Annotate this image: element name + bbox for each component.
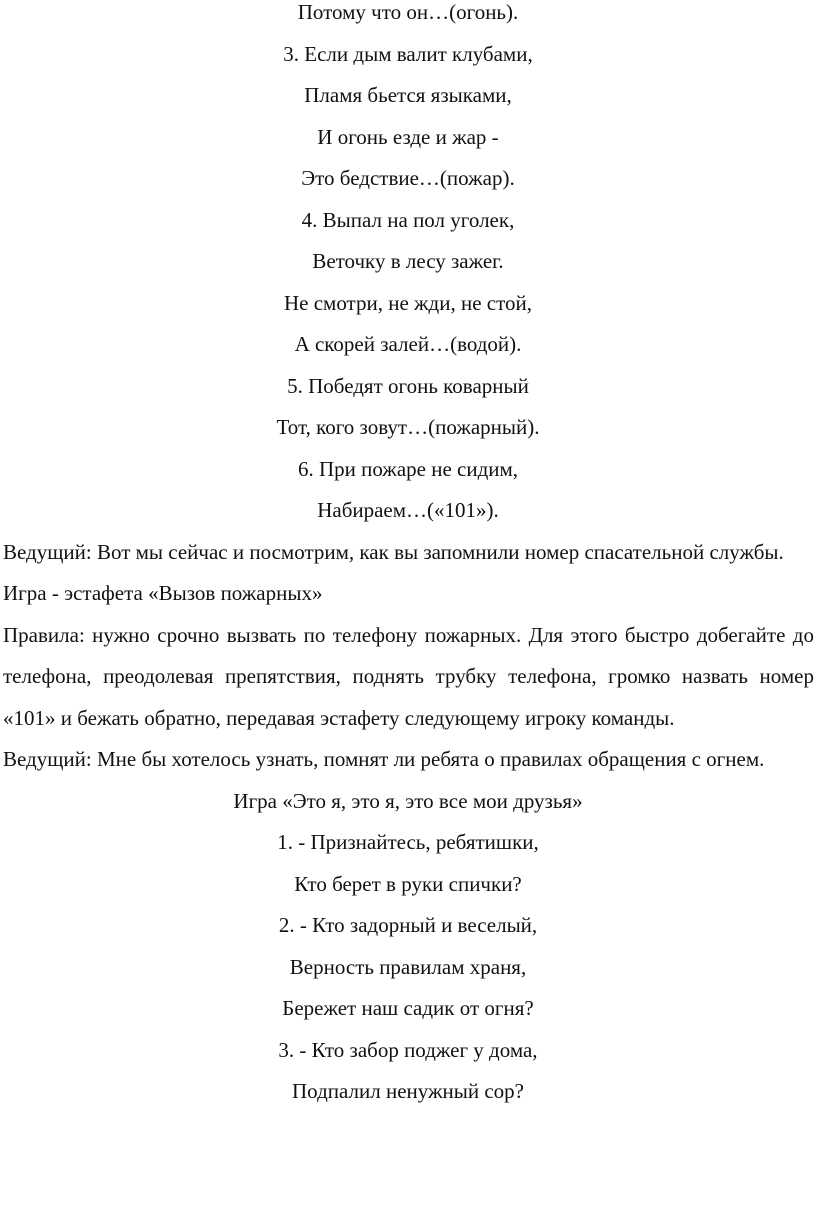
game-title-relay: Игра - эстафета «Вызов пожарных» xyxy=(3,581,323,605)
verse-line: 1. - Признайтесь, ребятишки, xyxy=(277,830,539,854)
verse-line: Потому что он…(огонь). xyxy=(297,0,519,24)
game-title: Игра «Это я, это я, это все мои друзья» xyxy=(233,788,583,813)
poem-game xyxy=(0,781,816,1113)
verse-line: 2. - Кто задорный и веселый, xyxy=(278,913,538,937)
poem-riddles xyxy=(0,0,816,532)
verse-line: Бережет наш садик от огня? xyxy=(282,996,534,1020)
verse-line: И огонь езде и жар - xyxy=(317,124,499,149)
host-remark-paragraph-2: Ведущий: Мне бы хотелось узнать, помнят ли ребята о правилах обращения с огнем. xyxy=(3,747,765,771)
rules-paragraph: Правила: нужно срочно вызвать по телефону пожарных. Для этого быстро добегайте до телефона, преодолевая препятствия, поднять трубку телефона, громко назвать номер «101» и бежать обратно, передавая эстафету следующему игроку команды. xyxy=(3,622,814,730)
verse-line: Кто берет в руки спички? xyxy=(294,871,522,896)
verse-line: Не смотри, не жди, не стой, xyxy=(283,290,532,315)
verse-line: Веточку в лесу зажег. xyxy=(312,249,504,273)
verse-line: А скорей залей…(водой). xyxy=(294,332,522,356)
verse-line: 4. Выпал на пол уголек, xyxy=(301,207,515,232)
verse-line: 3. Если дым валит клубами, xyxy=(283,41,533,66)
verse-line: Это бедствие…(пожар). xyxy=(301,166,515,190)
verse-line: Подпалил ненужный сор? xyxy=(292,1079,524,1103)
verse-line: Верность правилам храня, xyxy=(289,954,527,979)
verse-line: Набираем…(«101»). xyxy=(317,498,499,522)
verse-line: Тот, кого зовут…(пожарный). xyxy=(276,415,540,439)
verse-line: 3. - Кто забор поджег у дома, xyxy=(278,1037,538,1062)
verse-line: 6. При пожаре не сидим, xyxy=(297,456,519,481)
verse-line: 5. Победят огонь коварный xyxy=(287,373,529,398)
host-remark-paragraph: Ведущий: Вот мы сейчас и посмотрим, как вы запомнили номер спасательной службы. xyxy=(3,539,784,564)
verse-line: Пламя бьется языками, xyxy=(304,83,512,107)
